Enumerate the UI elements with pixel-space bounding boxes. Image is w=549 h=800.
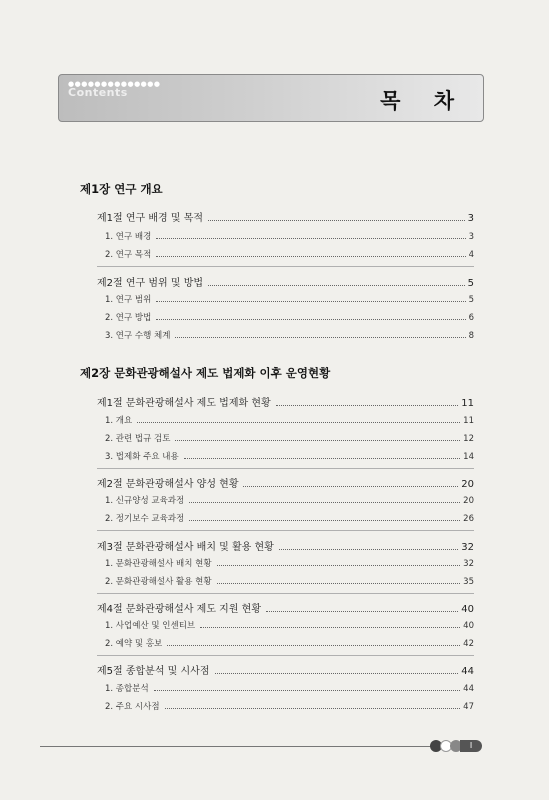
page-number: 12 <box>463 434 474 444</box>
dot-leader <box>200 627 460 628</box>
dot-leader <box>276 405 459 406</box>
chapter-heading: 제1장 연구 개요 <box>80 182 163 196</box>
page-number: 44 <box>463 684 474 694</box>
toc-item-entry[interactable] <box>105 575 474 587</box>
item-title: 2. 정기보수 교육과정 <box>105 514 185 524</box>
section-divider <box>97 530 474 531</box>
dot-leader <box>156 238 465 239</box>
toc-item-entry[interactable] <box>105 494 474 506</box>
page-number: 20 <box>461 479 474 490</box>
page-number: 40 <box>463 621 474 631</box>
footer-rule <box>40 746 432 747</box>
section-title: 제4절 문화관광해설사 제도 지원 현황 <box>97 604 261 615</box>
item-title: 2. 주요 시사점 <box>105 702 160 712</box>
toc-item-entry[interactable] <box>105 329 474 341</box>
section-title: 제1절 문화관광해설사 제도 법제화 현황 <box>97 398 271 409</box>
header-dots: ●●●●●●●●●●●●●● <box>68 80 161 88</box>
dot-leader <box>217 583 461 584</box>
dot-leader <box>217 565 461 566</box>
page-number: 44 <box>461 666 474 677</box>
page-number: 5 <box>468 295 474 305</box>
item-title: 3. 법제화 주요 내용 <box>105 452 179 462</box>
dot-leader <box>279 549 458 550</box>
item-title: 2. 관련 법규 검토 <box>105 434 171 444</box>
dot-leader <box>137 422 460 423</box>
page-number: 11 <box>461 398 474 409</box>
item-title: 2. 예약 및 홍보 <box>105 639 163 649</box>
section-divider <box>97 468 474 469</box>
page-number: 4 <box>468 250 474 260</box>
item-title: 1. 신규양성 교육과정 <box>105 496 185 506</box>
toc-item-entry[interactable] <box>105 637 474 649</box>
item-title: 2. 연구 방법 <box>105 313 152 323</box>
toc-item-entry[interactable] <box>105 414 474 426</box>
toc-item-entry[interactable] <box>105 512 474 524</box>
dot-leader <box>208 285 465 286</box>
page-number: 6 <box>468 313 474 323</box>
header-label: Contents <box>68 86 128 99</box>
dot-leader <box>266 611 458 612</box>
toc-section-entry[interactable] <box>97 274 474 289</box>
toc-section-entry[interactable] <box>97 538 474 553</box>
item-title: 2. 문화관광해설사 활용 현황 <box>105 577 212 587</box>
item-title: 1. 연구 배경 <box>105 232 152 242</box>
toc-item-entry[interactable] <box>105 450 474 462</box>
item-title: 1. 종합분석 <box>105 684 149 694</box>
dot-leader <box>189 502 460 503</box>
dot-leader <box>156 301 465 302</box>
toc-item-entry[interactable] <box>105 619 474 631</box>
section-divider <box>97 655 474 656</box>
dot-leader <box>215 673 459 674</box>
page-number: 14 <box>463 452 474 462</box>
dot-leader <box>156 319 465 320</box>
page-number: 20 <box>463 496 474 506</box>
footer-page-number: I <box>460 740 482 752</box>
dot-leader <box>156 256 465 257</box>
page-number: 3 <box>468 232 474 242</box>
section-title: 제5절 종합분석 및 시사점 <box>97 666 210 677</box>
page-number: 26 <box>463 514 474 524</box>
toc-item-entry[interactable] <box>105 432 474 444</box>
page-number: 3 <box>467 213 474 224</box>
toc-section-entry[interactable] <box>97 394 474 409</box>
page-number: 8 <box>468 331 474 341</box>
item-title: 3. 연구 수행 체계 <box>105 331 171 341</box>
item-title: 1. 사업예산 및 인센티브 <box>105 621 196 631</box>
item-title: 1. 개요 <box>105 416 133 426</box>
page-number: 32 <box>461 542 474 553</box>
item-title: 1. 연구 범위 <box>105 295 152 305</box>
dot-leader <box>175 337 465 338</box>
toc-item-entry[interactable] <box>105 293 474 305</box>
page-number: 42 <box>463 639 474 649</box>
page-title: 목 차 <box>380 89 467 113</box>
toc-item-entry[interactable] <box>105 230 474 242</box>
section-title: 제3절 문화관광해설사 배치 및 활용 현황 <box>97 542 274 553</box>
toc-section-entry[interactable] <box>97 475 474 490</box>
contents-header-banner <box>58 74 484 122</box>
dot-leader <box>165 708 461 709</box>
page-number: 11 <box>463 416 474 426</box>
dot-leader <box>243 486 458 487</box>
chapter-heading: 제2장 문화관광해설사 제도 법제화 이후 운영현황 <box>80 366 331 380</box>
toc-section-entry[interactable] <box>97 600 474 615</box>
toc-item-entry[interactable] <box>105 557 474 569</box>
toc-item-entry[interactable] <box>105 682 474 694</box>
page-number: 32 <box>463 559 474 569</box>
section-divider <box>97 266 474 267</box>
section-title: 제2절 연구 범위 및 방법 <box>97 278 204 289</box>
page-number: 35 <box>463 577 474 587</box>
section-title: 제1절 연구 배경 및 목적 <box>97 213 204 224</box>
page-number: 40 <box>461 604 474 615</box>
toc-section-entry[interactable] <box>97 662 474 677</box>
page-number: 47 <box>463 702 474 712</box>
dot-leader <box>175 440 460 441</box>
section-divider <box>97 593 474 594</box>
dot-leader <box>208 220 465 221</box>
dot-leader <box>184 458 460 459</box>
item-title: 2. 연구 목적 <box>105 250 152 260</box>
toc-item-entry[interactable] <box>105 700 474 712</box>
dot-leader <box>154 690 461 691</box>
item-title: 1. 문화관광해설사 배치 현황 <box>105 559 212 569</box>
toc-section-entry[interactable] <box>97 209 474 224</box>
section-title: 제2절 문화관광해설사 양성 현황 <box>97 479 239 490</box>
dot-leader <box>189 520 460 521</box>
page-number: 5 <box>467 278 474 289</box>
toc-item-entry[interactable] <box>105 311 474 323</box>
dot-leader <box>167 645 460 646</box>
toc-item-entry[interactable] <box>105 248 474 260</box>
